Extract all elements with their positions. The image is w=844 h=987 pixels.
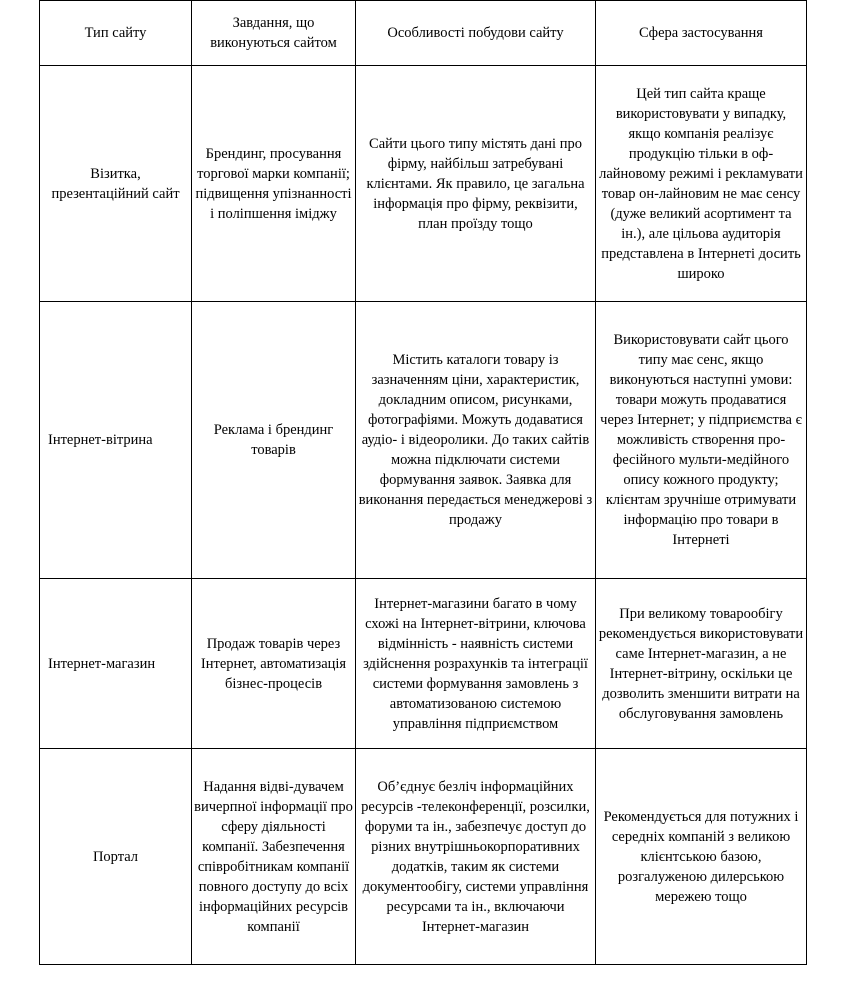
- cell-tasks: Надання відві-дувачем вичерпної інформації про сферу діяльності компанії. Забезпечення співробітникам компанії повного доступу до всіх інформаційних ресурсів компанії: [192, 749, 356, 965]
- table-row: [40, 66, 807, 302]
- cell-site-type: Візитка, презентаційний сайт: [40, 66, 192, 302]
- cell-scope: Цей тип сайта краще використовувати у випадку, якщо компанія реалізує продукцію тільки в оф-лайновому режимі і рекламувати товар он-лайновим не має сенсу (дуже великий асортимент та ін.), але цільова аудиторія представлена в Інтернеті досить широко: [596, 66, 807, 302]
- cell-tasks: Продаж товарів через Інтернет, автоматизація бізнес-процесів: [192, 579, 356, 749]
- header-tasks: Завдання, що виконуються сайтом: [192, 1, 356, 66]
- cell-scope: Використовувати сайт цього типу має сенс, якщо виконуються наступні умови: товари можуть продаватися через Інтернет; у підприємства є можливість створення про-фесійного мульти-медійного опису кожного продукту; клієнтам зручніше отримувати інформацію про товари в Інтернеті: [596, 302, 807, 579]
- cell-scope: Рекомендується для потужних і середніх компаній з великою клієнтською базою, розгалуженою дилерською мережею тощо: [596, 749, 807, 965]
- cell-scope: При великому товарообігу рекомендується використовувати саме Інтернет-магазин, а не Інтернет-вітрину, оскільки це дозволить зменшити витрати на обслуговування замовлень: [596, 579, 807, 749]
- cell-site-type: Інтернет-магазин: [40, 579, 192, 749]
- cell-tasks: Реклама і брендинг товарів: [192, 302, 356, 579]
- table-row: [40, 302, 807, 579]
- cell-features: Містить каталоги товару із зазначенням ціни, характеристик, докладним описом, рисунками, фотографіями. Можуть додаватися аудіо- і відеоролики. До таких сайтів можна підключати системи формування заявок. Заявка для виконання передається менеджерові з продажу: [356, 302, 596, 579]
- table-row: [40, 749, 807, 965]
- cell-features: Інтернет-магазини багато в чому схожі на Інтернет-вітрини, ключова відмінність - наявність системи здійснення розрахунків та інтеграції системи формування замовлень з автоматизованою системою управління підприємством: [356, 579, 596, 749]
- table-header-row: [40, 1, 807, 66]
- cell-features: Сайти цього типу містять дані про фірму, найбільш затребувані клієнтами. Як правило, це загальна інформація про фірму, реквізити, план проїзду тощо: [356, 66, 596, 302]
- header-features: Особливості побудови сайту: [356, 1, 596, 66]
- cell-site-type: Інтернет-вітрина: [40, 302, 192, 579]
- header-site-type: Тип сайту: [40, 1, 192, 66]
- site-types-table: [39, 0, 807, 965]
- cell-site-type: Портал: [40, 749, 192, 965]
- cell-tasks: Брендинг, просування торгової марки компанії; підвищення упізнанності і поліпшення іміджу: [192, 66, 356, 302]
- table-row: [40, 579, 807, 749]
- header-scope: Сфера застосування: [596, 1, 807, 66]
- cell-features: Об’єднує безліч інформаційних ресурсів -телеконференції, розсилки, форуми та ін., забезпечує доступ до різних внутрішньокорпоративних додатків, таким як системи документообігу, системи управління ресурсами та ін., включаючи Інтернет-магазин: [356, 749, 596, 965]
